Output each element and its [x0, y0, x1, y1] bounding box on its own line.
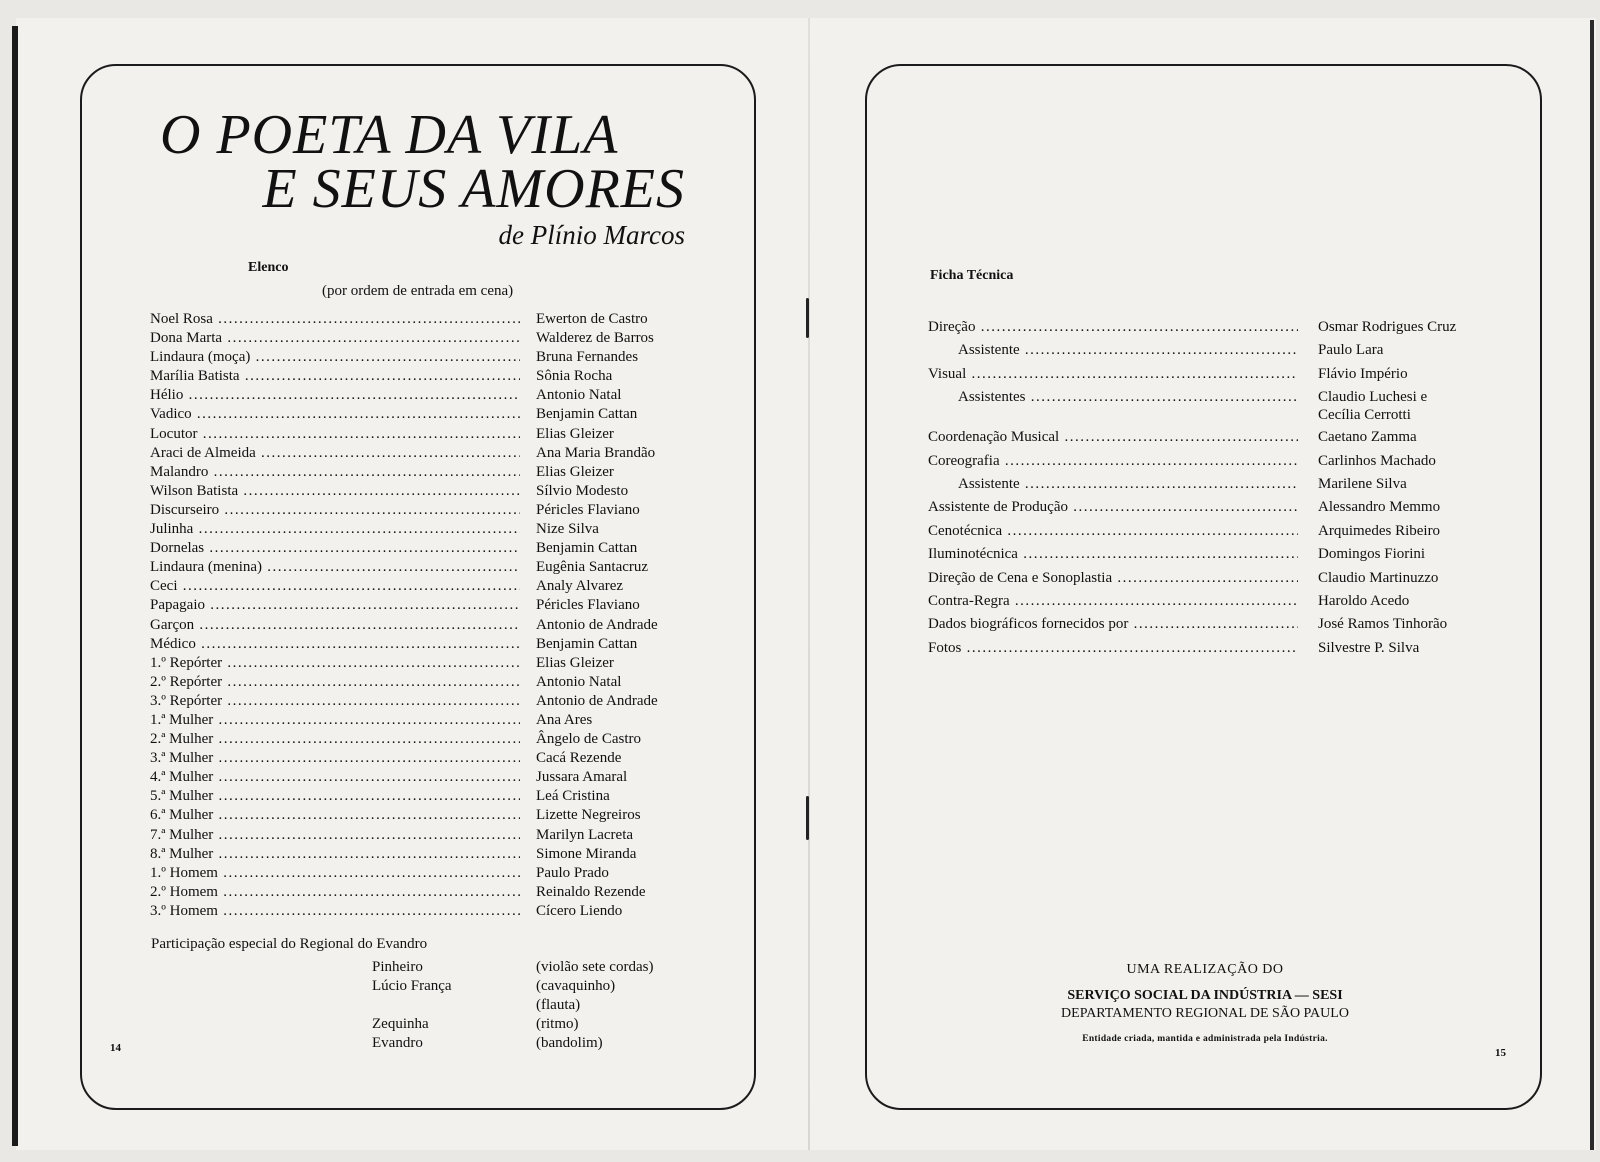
cast-actor: Cícero Liendo — [536, 902, 623, 919]
cast-actor: Elias Gleizer — [536, 463, 614, 480]
cast-role: Locutor ..... — [150, 425, 520, 444]
crew-name — [1318, 639, 1419, 657]
crew-name-line: Paulo Lara — [1318, 342, 1384, 359]
crew-name — [1318, 522, 1440, 540]
crew-row — [928, 498, 1528, 521]
cast-role: 3.º Homem ..... — [150, 902, 520, 921]
cast-role: 5.ª Mulher ..... — [150, 787, 520, 806]
credits-line-4: Entidade criada, mantida e administrada pela Indústria. — [1082, 1034, 1328, 1044]
cast-row — [150, 787, 690, 806]
musician-row — [372, 996, 692, 1015]
cast-row — [150, 405, 690, 424]
cast-row — [150, 902, 690, 921]
cast-role: Lindaura (menina) ..... — [150, 558, 520, 577]
crew-function: Iluminotécnica ..... — [928, 545, 1298, 564]
cast-row — [150, 806, 690, 825]
cast-role: Noel Rosa ..... — [150, 310, 520, 329]
cast-row — [150, 482, 690, 501]
center-fold — [808, 18, 810, 1150]
credits-line-2: SERVIÇO SOCIAL DA INDÚSTRIA — SESI — [1067, 988, 1343, 1003]
cast-role: Vadico ..... — [150, 405, 520, 424]
crew-name-line: Claudio Luchesi e — [1318, 389, 1428, 406]
crew-name-line: Arquimedes Ribeiro — [1318, 522, 1441, 539]
cast-actor: Benjamin Cattan — [536, 406, 638, 423]
cast-row — [150, 577, 690, 596]
crew-function: Direção de Cena e Sonoplastia ..... — [928, 569, 1298, 588]
cast-actor: Ewerton de Castro — [536, 311, 648, 327]
cast-role: Wilson Batista ..... — [150, 482, 520, 501]
cast-actor: Benjamin Cattan — [536, 635, 638, 652]
cast-role: 2.º Homem ..... — [150, 883, 520, 902]
crew-function: Coreografia ..... — [928, 452, 1298, 471]
play-author: de Plínio Marcos — [498, 220, 685, 250]
crew-name — [1318, 365, 1408, 383]
page-number-right: 15 — [1495, 1047, 1506, 1059]
cast-row — [150, 768, 690, 787]
crew-name — [1318, 428, 1417, 446]
cast-role: Julinha ..... — [150, 520, 520, 539]
cast-role: 6.ª Mulher ..... — [150, 806, 520, 825]
spine-edge-left — [12, 26, 18, 1146]
crew-name-line: Alessandro Memmo — [1318, 499, 1441, 516]
crew-function: Direção ..... — [928, 318, 1298, 337]
cast-role: Ceci ..... — [150, 577, 520, 596]
cast-role: 3.º Repórter ..... — [150, 692, 520, 711]
cast-row — [150, 883, 690, 902]
crew-function: Visual ..... — [928, 365, 1298, 384]
cast-row — [150, 386, 690, 405]
crew-name-line: Claudio Martinuzzo — [1318, 569, 1439, 586]
cast-role: 1.º Homem ..... — [150, 864, 520, 883]
cast-row — [150, 444, 690, 463]
cast-actor: Antonio Natal — [536, 387, 622, 404]
crew-function: Dados biográficos fornecidos por ..... — [928, 615, 1298, 634]
cast-actor: Antonio de Andrade — [536, 692, 658, 709]
crew-function: Cenotécnica ..... — [928, 522, 1298, 541]
credits-line-3: DEPARTAMENTO REGIONAL DE SÃO PAULO — [1061, 1006, 1349, 1021]
musician-row — [372, 958, 692, 977]
cast-actor: Cacá Rezende — [536, 750, 622, 767]
musician-row — [372, 1034, 692, 1053]
cast-actor: Sílvio Modesto — [536, 482, 629, 499]
cast-row — [150, 673, 690, 692]
crew-row — [928, 388, 1528, 428]
cast-role: Malandro ..... — [150, 463, 520, 482]
cast-actor: Benjamin Cattan — [536, 540, 638, 557]
crew-name — [1318, 318, 1456, 336]
spine-edge-right — [1590, 20, 1594, 1150]
cast-actor: Ana Maria Brandão — [536, 444, 656, 461]
cast-role: 1.º Repórter ..... — [150, 654, 520, 673]
cast-actor: Reinaldo Rezende — [536, 883, 646, 900]
crew-name-line: Haroldo Acedo — [1318, 592, 1410, 609]
cast-actor: Simone Miranda — [536, 845, 637, 862]
crew-name — [1318, 545, 1425, 563]
crew-row — [928, 569, 1528, 592]
cast-actor: Péricles Flaviano — [536, 501, 640, 518]
cast-role: Dornelas ..... — [150, 539, 520, 558]
musician-name: Evandro — [372, 1035, 423, 1051]
crew-name-line: Silvestre P. Silva — [1318, 639, 1420, 656]
title-line-2: E SEUS AMORES — [262, 158, 685, 220]
crew-function: Coordenação Musical ..... — [928, 428, 1298, 447]
crew-row — [928, 365, 1528, 388]
cast-row — [150, 749, 690, 768]
cast-role: 8.ª Mulher ..... — [150, 845, 520, 864]
cast-row — [150, 654, 690, 673]
cast-role: 2.ª Mulher ..... — [150, 730, 520, 749]
crew-name — [1318, 452, 1436, 470]
musician-instrument: (ritmo) — [536, 1016, 579, 1032]
crew-function: Assistentes ..... — [958, 388, 1298, 407]
musicians-list — [372, 958, 692, 1053]
cast-actor: Jussara Amaral — [536, 769, 628, 786]
cast-list — [150, 310, 690, 921]
credits-line-1: UMA REALIZAÇÃO DO — [1126, 962, 1284, 977]
cast-row — [150, 463, 690, 482]
cast-role: Hélio ..... — [150, 386, 520, 405]
crew-row — [928, 428, 1528, 451]
crew-name-line: Domingos Fiorini — [1318, 546, 1426, 563]
cast-row — [150, 616, 690, 635]
cast-actor: Lizette Negreiros — [536, 807, 641, 824]
crew-name-line: Marilene Silva — [1318, 475, 1407, 492]
cast-actor: Péricles Flaviano — [536, 597, 640, 614]
cast-row — [150, 635, 690, 654]
crew-function: Contra-Regra ..... — [928, 592, 1298, 611]
cast-row — [150, 845, 690, 864]
cast-actor: Bruna Fernandes — [536, 349, 639, 366]
cast-actor: Marilyn Lacreta — [536, 826, 634, 843]
cast-actor: Walderez de Barros — [536, 330, 654, 347]
cast-row — [150, 425, 690, 444]
musician-instrument: (cavaquinho) — [536, 978, 616, 994]
cast-row — [150, 826, 690, 845]
cast-row — [150, 367, 690, 386]
cast-actor: Leá Cristina — [536, 788, 610, 805]
cast-row — [150, 329, 690, 348]
cast-role: Dona Marta ..... — [150, 329, 520, 348]
musician-name: Pinheiro — [372, 959, 423, 975]
musician-name: Lúcio França — [372, 978, 452, 994]
cast-role: Marília Batista ..... — [150, 367, 520, 386]
cast-role: 2.º Repórter ..... — [150, 673, 520, 692]
cast-row — [150, 692, 690, 711]
musician-instrument: (violão sete cordas) — [536, 959, 654, 975]
cast-actor: Ana Ares — [536, 711, 593, 728]
musician-name: Zequinha — [372, 1016, 429, 1032]
crew-name — [1318, 615, 1447, 633]
cast-actor: Elias Gleizer — [536, 425, 614, 442]
crew-row — [928, 318, 1528, 341]
staple-bottom — [806, 796, 809, 840]
cast-row — [150, 596, 690, 615]
crew-list — [928, 318, 1528, 662]
crew-row — [928, 522, 1528, 545]
cast-role: 4.ª Mulher ..... — [150, 768, 520, 787]
crew-function: Assistente ..... — [958, 341, 1298, 360]
cast-row — [150, 711, 690, 730]
cast-role: 3.ª Mulher ..... — [150, 749, 520, 768]
cast-role: Discurseiro ..... — [150, 501, 520, 520]
cast-role: Garçon ..... — [150, 616, 520, 635]
cast-row — [150, 520, 690, 539]
crew-name — [1318, 388, 1427, 424]
page-number-left: 14 — [110, 1042, 121, 1054]
cast-row — [150, 864, 690, 883]
crew-name — [1318, 592, 1409, 610]
crew-name-line: Flávio Império — [1318, 365, 1408, 382]
crew-name-line: Osmar Rodrigues Cruz — [1318, 319, 1457, 335]
staple-top — [806, 298, 809, 338]
musician-instrument: (bandolim) — [536, 1035, 603, 1051]
cast-actor: Paulo Prado — [536, 864, 609, 881]
cast-actor: Nize Silva — [536, 521, 599, 538]
crew-row — [928, 475, 1528, 498]
crew-row — [928, 639, 1528, 662]
cast-role: Lindaura (moça) ..... — [150, 348, 520, 367]
cast-row — [150, 501, 690, 520]
production-credits — [965, 962, 1445, 1044]
cast-actor: Analy Alvarez — [536, 578, 624, 595]
cast-role: 1.ª Mulher ..... — [150, 711, 520, 730]
cast-row — [150, 558, 690, 577]
crew-name-line: Cecília Cerrotti — [1318, 407, 1411, 424]
cast-row — [150, 539, 690, 558]
cast-actor: Eugênia Santacruz — [536, 559, 649, 576]
crew-row — [928, 545, 1528, 568]
cast-actor: Ângelo de Castro — [536, 731, 641, 748]
crew-function: Assistente de Produção ..... — [928, 498, 1298, 517]
musician-row — [372, 977, 692, 996]
cast-heading: Elenco — [248, 260, 289, 275]
cast-actor: Sônia Rocha — [536, 368, 613, 385]
cast-row — [150, 310, 690, 329]
crew-name-line: José Ramos Tinhorão — [1318, 616, 1448, 633]
cast-subheading: (por ordem de entrada em cena) — [322, 283, 514, 299]
cast-role: Araci de Almeida ..... — [150, 444, 520, 463]
cast-role: Médico ..... — [150, 635, 520, 654]
crew-row — [928, 452, 1528, 475]
crew-row — [928, 615, 1528, 638]
crew-function: Fotos ..... — [928, 639, 1298, 658]
cast-row — [150, 730, 690, 749]
title-line-1: O POETA DA VILA — [160, 104, 619, 166]
cast-role: Papagaio ..... — [150, 596, 520, 615]
crew-name — [1318, 475, 1407, 493]
crew-row — [928, 341, 1528, 364]
cast-actor: Elias Gleizer — [536, 654, 614, 671]
musician-row — [372, 1015, 692, 1034]
play-title — [120, 104, 685, 220]
musician-instrument: (flauta) — [536, 997, 581, 1013]
cast-actor: Antonio Natal — [536, 673, 622, 690]
special-participation: Participação especial do Regional do Evandro — [151, 936, 428, 952]
cast-actor: Antonio de Andrade — [536, 616, 658, 633]
crew-name-line: Carlinhos Machado — [1318, 452, 1436, 469]
crew-name — [1318, 341, 1383, 359]
crew-name-line: Caetano Zamma — [1318, 429, 1417, 446]
crew-name — [1318, 498, 1440, 516]
cast-row — [150, 348, 690, 367]
crew-function: Assistente ..... — [958, 475, 1298, 494]
crew-name — [1318, 569, 1438, 587]
cast-role: 7.ª Mulher ..... — [150, 826, 520, 845]
crew-heading: Ficha Técnica — [930, 268, 1014, 283]
crew-row — [928, 592, 1528, 615]
